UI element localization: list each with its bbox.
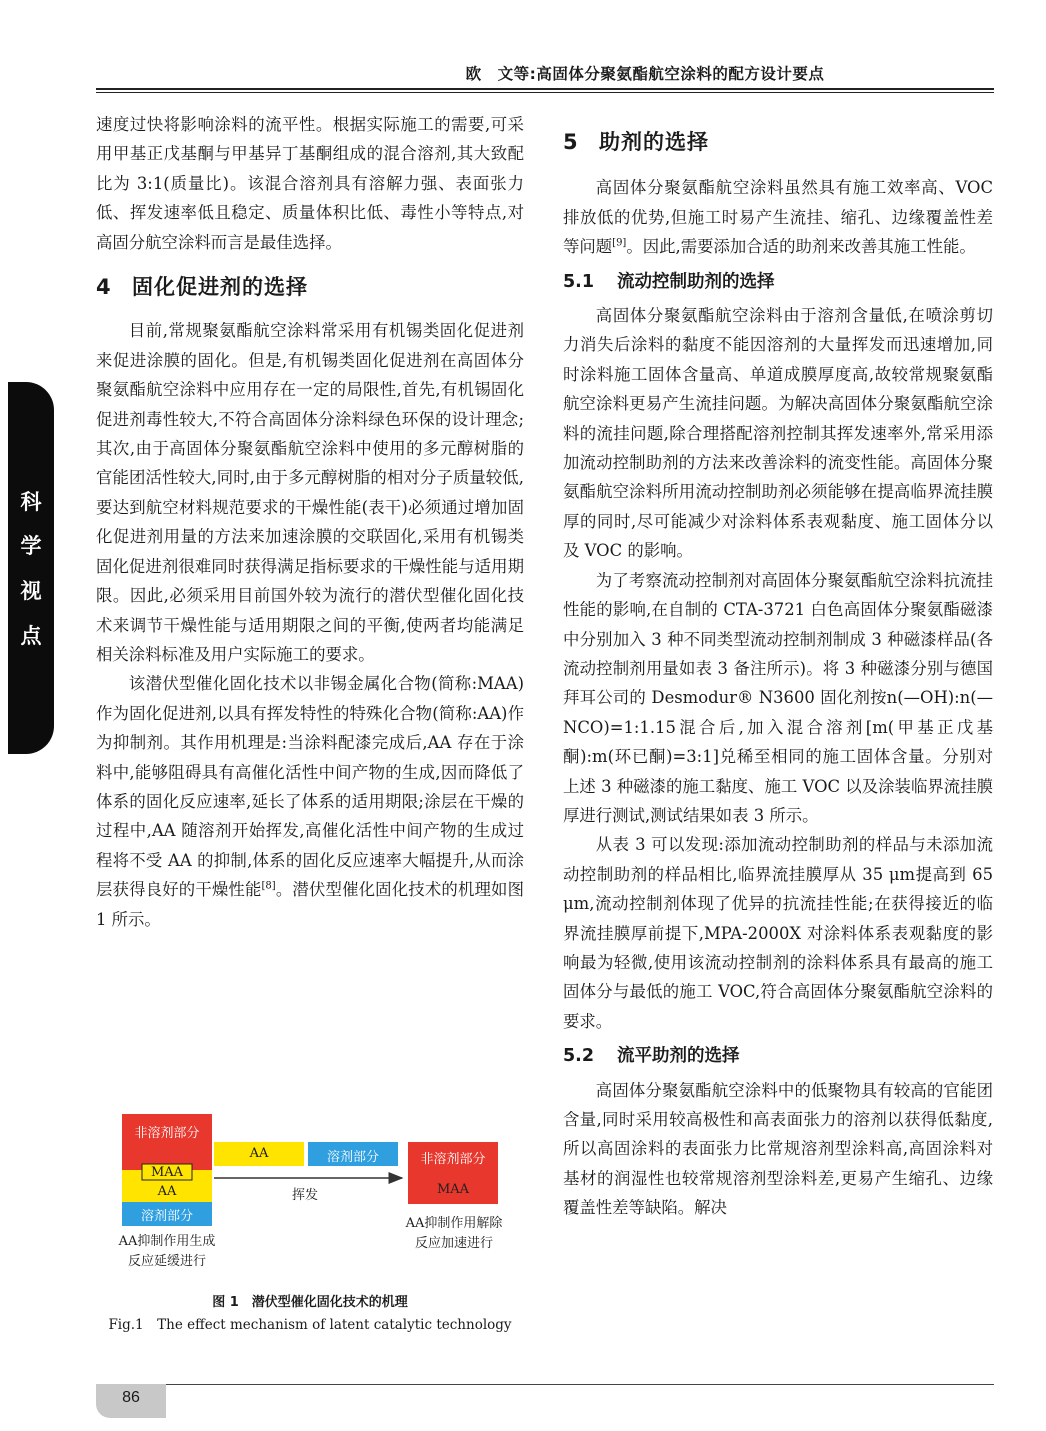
paragraph-text: 高固体分聚氨酯航空涂料虽然具有施工效率高、VOC 排放低的优势,但施工时易产生流挂、缩孔、边缘覆盖性差等问题 [563, 178, 993, 257]
figure-caption-zh: 图 1 潜伏型催化固化技术的机理 [212, 1295, 408, 1310]
right-caption-2: 反应加速进行 [414, 1236, 493, 1251]
left-caption-1: AA抑制作用生成 [118, 1234, 216, 1249]
left-bottom-label: 溶剂部分 [140, 1209, 193, 1224]
header-rule [96, 88, 994, 90]
left-caption-2: 反应延缓进行 [127, 1254, 206, 1269]
citation-ref: [8] [261, 880, 276, 892]
side-tab-char: 科 [20, 490, 42, 514]
paragraph-text: 该潜伏型催化固化技术以非锡金属化合物(简称:MAA)作为固化促进剂,以具有挥发特性的特殊化合物(简称:AA)作为抑制剂。其作用机理是:当涂料配漆完成后,AA 存在于涂料中,能够阻碍具有高催化活性中间产物的生成,因而降低了体系的固化反应速率,延长了体系的适用期限;涂层在干燥的过程中,AA 随溶剂开始挥发,高催化活性中间产物的生成过程将不受 AA 的抑制,体系的固化反应速率大幅提升,从而涂层获得良好的干燥性能 [96, 674, 524, 900]
paragraph: 目前,常规聚氨酯航空涂料常采用有机锡类固化促进剂来促进涂膜的固化。但是,有机锡类固化促进剂在高固体分聚氨酯航空涂料中应用存在一定的局限性,首先,有机锡固化促进剂毒性较大,不符合高固体分涂料绿色环保的设计理念;其次,由于高固体分聚氨酯航空涂料中使用的多元醇树脂的官能团活性较大,同时,由于多元醇树脂的相对分子质量较低,要达到航空材料规范要求的干燥性能(表干)必须通过增加固化促进剂用量的方法来加速涂膜的交联固化,采用有机锡类固化促进剂很难同时获得满足指标要求的干燥性能与适用期限。因此,必须采用目前国外较为流行的潜伏型催化固化技术来调节干燥性能与适用期限之间的平衡,使两者均能满足相关涂料标准及用户实际施工的要求。 [96, 321, 524, 664]
section-side-tab [8, 382, 54, 754]
subsection-number: 5.2 [563, 1046, 595, 1067]
citation-ref: [9] [612, 237, 627, 249]
paragraph-text: 。因此,需要添加合适的助剂来改善其施工性能。 [626, 237, 976, 257]
subsection-title: 流动控制助剂的选择 [617, 271, 775, 292]
subsection-number: 5.1 [563, 271, 595, 292]
section-number: 5 [563, 130, 579, 154]
subsection-heading-5-2 [563, 1042, 993, 1071]
section-title: 助剂的选择 [599, 130, 709, 154]
left-column [96, 110, 524, 934]
paragraph [563, 173, 993, 261]
side-tab-char: 视 [20, 579, 42, 603]
side-tab-char: 点 [20, 624, 42, 648]
section-heading-5 [563, 128, 993, 157]
mid-aa-label: AA [249, 1146, 269, 1161]
paragraph: 高固体分聚氨酯航空涂料中的低聚物具有较高的官能团含量,同时采用较高极性和高表面张力的溶剂以获得低黏度,所以高固涂料的表面张力比常规溶剂型涂料高,高固涂料对基材的润湿性也较常规溶剂型涂料差,更易产生缩孔、边缘覆盖性差等缺陷。解决 [563, 1080, 993, 1218]
subsection-title: 流平助剂的选择 [617, 1046, 740, 1067]
right-caption-1: AA抑制作用解除 [405, 1216, 503, 1231]
footer-rule [166, 1384, 994, 1385]
running-header: 欧 文等:高固体分聚氨酯航空涂料的配方设计要点 [465, 65, 825, 83]
left-top-label: 非溶剂部分 [134, 1126, 200, 1141]
paragraph: 为了考察流动控制剂对高固体分聚氨酯航空涂料抗流挂性能的影响,在自制的 CTA-3721 白色高固体分聚氨酯磁漆中分别加入 3 种不同类型流动控制剂制成 3 种磁漆样品(各流动控制剂用量如表 3 备注所示)。将 3 种磁漆分别与德国拜耳公司的 Desmodur® N3600 固化剂按n(—OH):n(—NCO)=1:1.15混合后,加入混合溶剂[m(甲基正戊基酮):m(环已酮)=3:1]兑稀至相同的施工固体含量。分别对上述 3 种磁漆的施工黏度、施工 VOC 以及涂装临界流挂膜厚进行测试,测试结果如表 3 所示。 [563, 570, 993, 825]
figure-caption-en: Fig.1 The effect mechanism of latent catalytic technology [108, 1317, 512, 1333]
right-top-label: 非溶剂部分 [420, 1152, 486, 1167]
paragraph-continued: 速度过快将影响涂料的流平性。根据实际施工的需要,可采用甲基正戊基酮与甲基异丁基酮组成的混合溶剂,其大致配比为 3:1(质量比)。该混合溶剂具有溶解力强、表面张力低、挥发速率低且稳定、质量体积比低、毒性小等特点,对高固分航空涂料而言是最佳选择。 [96, 115, 524, 252]
right-column [563, 128, 993, 1223]
right-maa-label: MAA [436, 1182, 470, 1197]
side-tab-char: 学 [20, 534, 42, 558]
paragraph: 高固体分聚氨酯航空涂料由于溶剂含量低,在喷涂剪切力消失后涂料的黏度不能因溶剂的大量挥发而迅速增加,同时涂料施工固体含量高、单道成膜厚度高,故较常规聚氨酯航空涂料更易产生流挂问题。为解决高固体分聚氨酯航空涂料的流挂问题,除合理搭配溶剂控制其挥发速率外,常采用添加流动控制助剂的方法来改善涂料的流变性能。高固体分聚氨酯航空涂料所用流动控制助剂必须能够在提高临界流挂膜厚的同时,尽可能减少对涂料体系表观黏度、施工固体分以及 VOC 的影响。 [563, 306, 993, 561]
subsection-heading-5-1 [563, 268, 993, 297]
paragraph [96, 669, 524, 934]
left-aa-label: AA [157, 1184, 177, 1199]
left-maa-label: MAA [150, 1165, 184, 1180]
header-rule-thin [96, 92, 994, 93]
page-number: 86 [122, 1389, 140, 1406]
paragraph-text: 。潜伏型催化固化技术的机理如图 1 所示。 [96, 880, 524, 929]
section-heading-4 [96, 273, 524, 302]
arrow-label: 挥发 [291, 1188, 318, 1203]
section-number: 4 [96, 275, 112, 300]
mid-solvent-label: 溶剂部分 [326, 1150, 379, 1165]
section-title: 固化促进剂的选择 [132, 275, 308, 300]
paragraph: 从表 3 可以发现:添加流动控制助剂的样品与未添加流动控制助剂的样品相比,临界流挂膜厚从 35 μm提高到 65 μm,流动控制剂体现了优异的抗流挂性能;在获得接近的临界流挂膜厚前提下,MPA-2000X 对涂料体系表观黏度的影响最为轻微,使用该流动控制剂的涂料体系具有最高的施工固体分与最低的施工 VOC,符合高固体分聚氨酯航空涂料的要求。 [563, 835, 993, 1031]
